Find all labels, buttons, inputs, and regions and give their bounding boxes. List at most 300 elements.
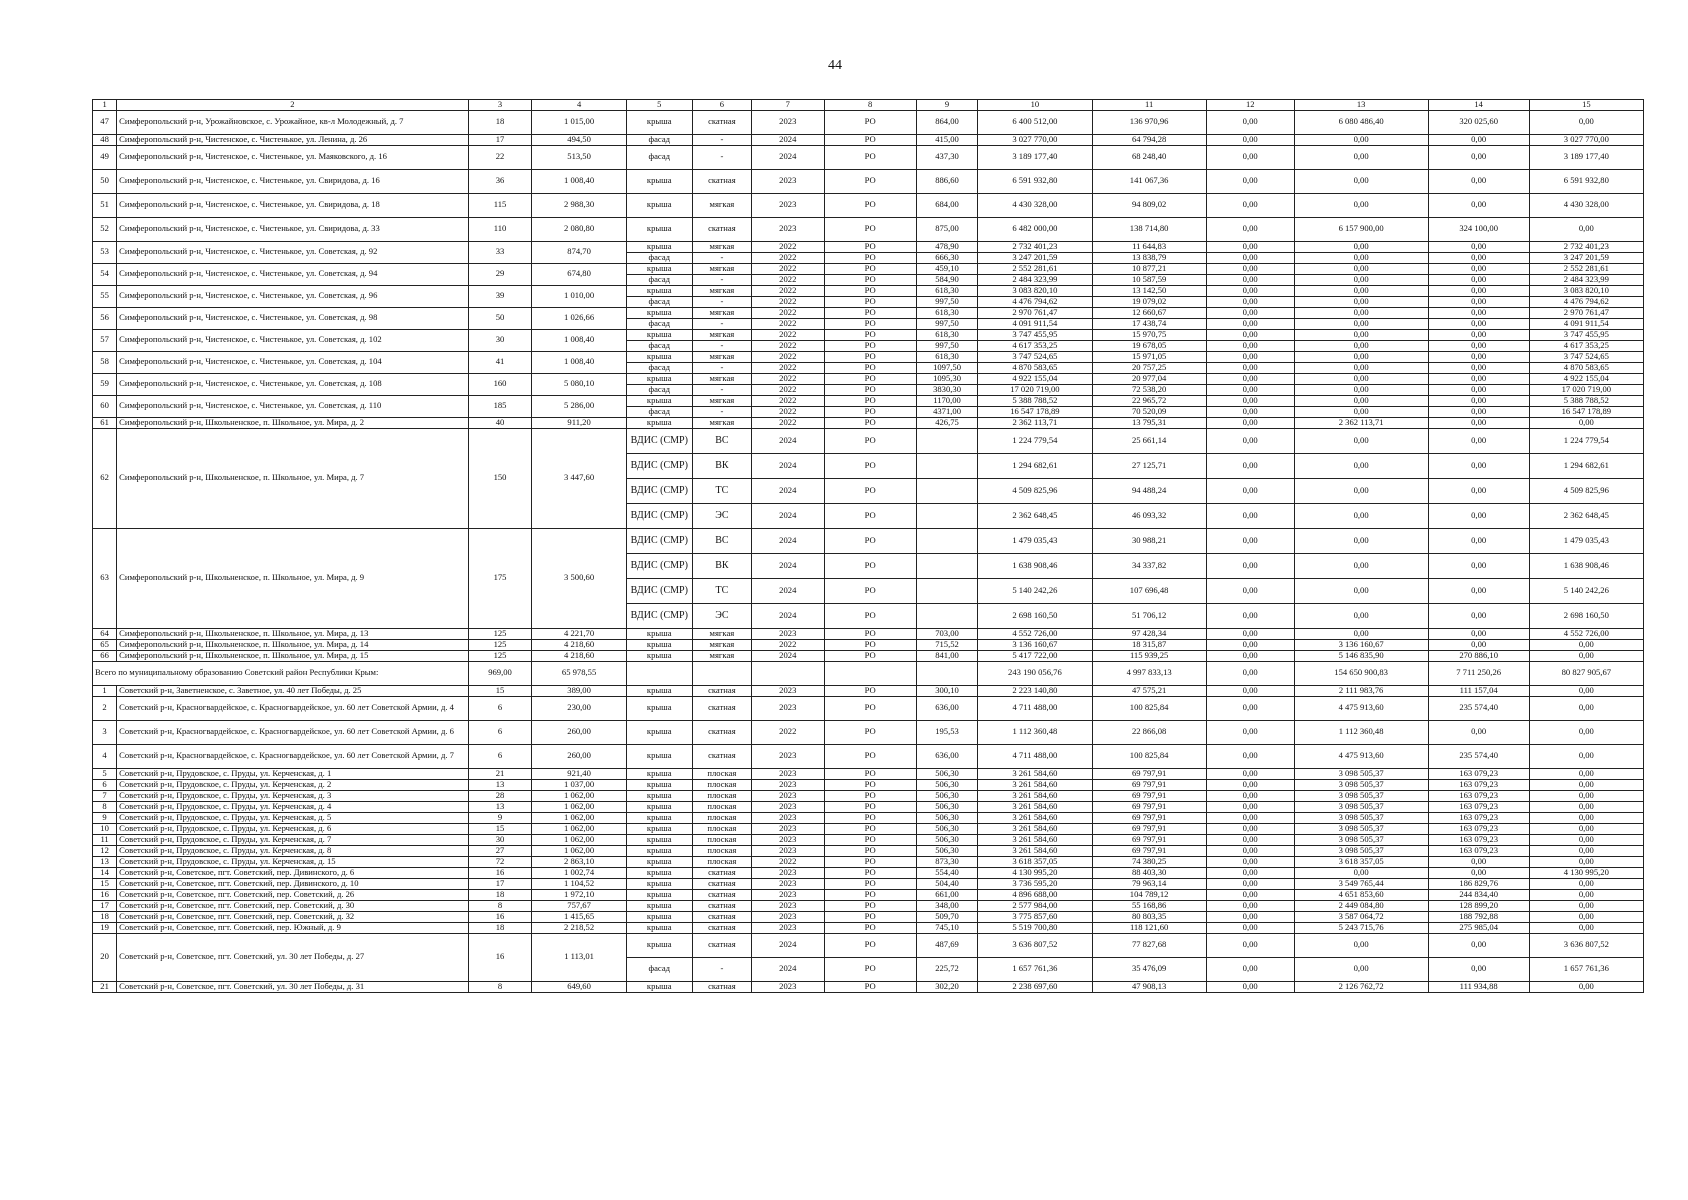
table-cell: Советский р-н, Прудовское, с. Пруды, ул. Керченская, д. 4	[117, 801, 469, 812]
table-cell: 0,00	[1529, 801, 1643, 812]
table-cell: 0,00	[1206, 720, 1294, 744]
table-cell: крыша	[626, 650, 692, 661]
table-cell: 4 476 794,62	[1529, 296, 1643, 307]
table-cell: 0,00	[1428, 145, 1529, 169]
table-cell: РО	[824, 578, 916, 603]
table-cell: 2023	[752, 845, 824, 856]
table-cell: крыша	[626, 900, 692, 911]
table-cell: 6 157 900,00	[1294, 217, 1428, 241]
table-cell: 30	[468, 834, 532, 845]
table-cell: 3 136 160,67	[978, 639, 1092, 650]
table-cell: 30 988,21	[1092, 528, 1206, 553]
table-cell: 2024	[752, 603, 824, 628]
table-cell: 36	[468, 169, 532, 193]
table-cell: 618,30	[916, 351, 978, 362]
table-cell: 1 415,65	[532, 911, 626, 922]
table-cell: РО	[824, 406, 916, 417]
table-cell: 618,30	[916, 307, 978, 318]
table-cell: Симферопольский р-н, Чистенское, с. Чистенькое, ул. Советская, д. 92	[117, 241, 469, 263]
table-cell: 506,30	[916, 779, 978, 790]
table-cell: 0,00	[1206, 790, 1294, 801]
table-cell: 50	[468, 307, 532, 329]
table-cell: 80 803,35	[1092, 911, 1206, 922]
table-cell: 68 248,40	[1092, 145, 1206, 169]
table-cell: 0,00	[1206, 340, 1294, 351]
table-cell: 2 484 323,99	[1529, 274, 1643, 285]
table-cell: 0,00	[1529, 720, 1643, 744]
table-cell: плоская	[692, 790, 751, 801]
table-cell: 1 479 035,43	[1529, 528, 1643, 553]
table-cell: 0,00	[1206, 193, 1294, 217]
table-cell: 0,00	[1206, 845, 1294, 856]
table-cell: РО	[824, 801, 916, 812]
table-cell: мягкая	[692, 193, 751, 217]
table-cell: 504,40	[916, 878, 978, 889]
table-cell: Советский р-н, Прудовское, с. Пруды, ул. Керченская, д. 15	[117, 856, 469, 867]
table-cell	[824, 661, 916, 685]
table-cell: РО	[824, 685, 916, 696]
table-cell: 2022	[752, 856, 824, 867]
table-cell: 3 098 505,37	[1294, 834, 1428, 845]
table-cell: 2023	[752, 110, 824, 134]
table-cell: 4 475 913,60	[1294, 744, 1428, 768]
table-cell: 5	[93, 768, 117, 779]
table-cell: 2022	[752, 274, 824, 285]
table-cell: крыша	[626, 845, 692, 856]
column-number: 5	[626, 100, 692, 111]
table-cell: крыша	[626, 285, 692, 296]
table-cell: крыша	[626, 628, 692, 639]
table-cell: 2 449 084,80	[1294, 900, 1428, 911]
table-cell: 0,00	[1428, 296, 1529, 307]
table-cell	[916, 453, 978, 478]
table-cell: 0,00	[1428, 417, 1529, 428]
table-cell: РО	[824, 834, 916, 845]
table-cell: 1 294 682,61	[1529, 453, 1643, 478]
table-cell: 1 062,00	[532, 823, 626, 834]
table-cell: крыша	[626, 193, 692, 217]
table-cell: 2023	[752, 867, 824, 878]
table-cell: 69 797,91	[1092, 779, 1206, 790]
table-cell: РО	[824, 145, 916, 169]
table-cell: Советский р-н, Заветненское, с. Заветное, ул. 40 лет Победы, д. 25	[117, 685, 469, 696]
table-cell: 0,00	[1206, 217, 1294, 241]
table-cell: ВДИС (СМР)	[626, 453, 692, 478]
table-cell: 3830,30	[916, 384, 978, 395]
table-cell: 65	[93, 639, 117, 650]
table-cell: 186 829,76	[1428, 878, 1529, 889]
table-cell: 1 657 761,36	[1529, 957, 1643, 981]
table-cell: 3 189 177,40	[978, 145, 1092, 169]
table-cell: 554,40	[916, 867, 978, 878]
table-cell: 2022	[752, 285, 824, 296]
table-cell: 4 430 328,00	[978, 193, 1092, 217]
table-cell: 2 362 113,71	[1294, 417, 1428, 428]
table-cell: 618,30	[916, 329, 978, 340]
table-cell: РО	[824, 553, 916, 578]
table-cell: Симферопольский р-н, Школьненское, п. Школьное, ул. Мира, д. 9	[117, 528, 469, 628]
table-cell: 0,00	[1206, 478, 1294, 503]
table-cell: 506,30	[916, 823, 978, 834]
table-cell: ВДИС (СМР)	[626, 478, 692, 503]
table-cell: 125	[468, 628, 532, 639]
table-cell: 4 475 913,60	[1294, 696, 1428, 720]
column-number: 6	[692, 100, 751, 111]
table-cell: РО	[824, 856, 916, 867]
table-cell: скатная	[692, 696, 751, 720]
table-cell: 997,50	[916, 340, 978, 351]
table-cell: 0,00	[1206, 528, 1294, 553]
table-cell: 55 168,86	[1092, 900, 1206, 911]
table-cell: 4 218,60	[532, 639, 626, 650]
table-cell: 2 552 281,61	[1529, 263, 1643, 274]
table-cell: 415,00	[916, 134, 978, 145]
table-cell: 348,00	[916, 900, 978, 911]
table-cell: Советский р-н, Советское, пгт. Советский, ул. 30 лет Победы, д. 31	[117, 981, 469, 992]
table-cell: 17	[468, 878, 532, 889]
table-cell	[916, 503, 978, 528]
table-cell: 17 438,74	[1092, 318, 1206, 329]
table-cell: 0,00	[1428, 867, 1529, 878]
table-cell: 77 827,68	[1092, 933, 1206, 957]
table-cell: 2 552 281,61	[978, 263, 1092, 274]
table-cell: 0,00	[1529, 834, 1643, 845]
table-cell: 2 218,52	[532, 922, 626, 933]
table-cell: 0,00	[1206, 169, 1294, 193]
table-cell: крыша	[626, 922, 692, 933]
table-cell: Советский р-н, Красногвардейское, с. Красногвардейское, ул. 60 лет Советской Армии, д. 4	[117, 696, 469, 720]
table-cell: 3 587 064,72	[1294, 911, 1428, 922]
table-cell: РО	[824, 318, 916, 329]
column-number: 11	[1092, 100, 1206, 111]
repair-program-table	[92, 99, 1644, 993]
table-cell: 0,00	[1428, 263, 1529, 274]
table-cell: 0,00	[1294, 957, 1428, 981]
table-cell: 4 552 726,00	[1529, 628, 1643, 639]
table-cell	[626, 661, 692, 685]
table-row	[93, 193, 1644, 217]
table-cell: 6	[468, 696, 532, 720]
table-cell: 3 189 177,40	[1529, 145, 1643, 169]
table-cell: крыша	[626, 639, 692, 650]
table-cell: скатная	[692, 981, 751, 992]
table-cell: 2 970 761,47	[1529, 307, 1643, 318]
table-cell: мягкая	[692, 628, 751, 639]
table-cell: 4 997 833,13	[1092, 661, 1206, 685]
table-cell: 0,00	[1428, 503, 1529, 528]
table-cell: 0,00	[1529, 856, 1643, 867]
table-cell: 62	[93, 428, 117, 528]
table-cell: 9	[468, 812, 532, 823]
column-number: 13	[1294, 100, 1428, 111]
table-cell: 5 417 722,00	[978, 650, 1092, 661]
table-cell: РО	[824, 650, 916, 661]
table-cell: крыша	[626, 395, 692, 406]
table-cell: 3 261 584,60	[978, 768, 1092, 779]
table-cell: РО	[824, 528, 916, 553]
table-cell: 3 747 455,95	[978, 329, 1092, 340]
table-cell: 0,00	[1206, 329, 1294, 340]
table-cell: РО	[824, 373, 916, 384]
table-cell: крыша	[626, 307, 692, 318]
table-cell: 69 797,91	[1092, 768, 1206, 779]
table-cell: 128 899,20	[1428, 900, 1529, 911]
column-number: 2	[117, 100, 469, 111]
table-cell: 66	[93, 650, 117, 661]
table-cell: 0,00	[1428, 307, 1529, 318]
table-cell: РО	[824, 296, 916, 307]
table-cell: Советский р-н, Прудовское, с. Пруды, ул. Керченская, д. 7	[117, 834, 469, 845]
table-cell: 0,00	[1529, 922, 1643, 933]
table-cell: 2022	[752, 639, 824, 650]
table-cell: РО	[824, 720, 916, 744]
table-cell: 0,00	[1206, 395, 1294, 406]
table-cell: 69 797,91	[1092, 823, 1206, 834]
table-row	[93, 696, 1644, 720]
table-cell: 3 247 201,59	[1529, 252, 1643, 263]
table-cell: крыша	[626, 329, 692, 340]
table-cell: 15 970,75	[1092, 329, 1206, 340]
table-cell: 2022	[752, 417, 824, 428]
table-cell: 6	[468, 720, 532, 744]
table-cell: РО	[824, 790, 916, 801]
table-cell: 163 079,23	[1428, 768, 1529, 779]
table-cell: 0,00	[1428, 628, 1529, 639]
table-cell: РО	[824, 812, 916, 823]
table-cell: фасад	[626, 145, 692, 169]
table-cell: 0,00	[1428, 274, 1529, 285]
table-cell: 35 476,09	[1092, 957, 1206, 981]
table-cell: -	[692, 145, 751, 169]
table-cell: фасад	[626, 296, 692, 307]
table-cell: 0,00	[1529, 110, 1643, 134]
table-cell: 2023	[752, 790, 824, 801]
table-cell: 52	[93, 217, 117, 241]
table-cell: 2023	[752, 878, 824, 889]
table-cell: 997,50	[916, 296, 978, 307]
table-cell: 0,00	[1206, 252, 1294, 263]
table-cell: 2023	[752, 801, 824, 812]
table-cell: -	[692, 318, 751, 329]
table-cell: 0,00	[1529, 878, 1643, 889]
table-cell: 3 098 505,37	[1294, 801, 1428, 812]
table-cell: 506,30	[916, 801, 978, 812]
table-cell: 275 985,04	[1428, 922, 1529, 933]
table-cell: 2022	[752, 373, 824, 384]
table-cell: 703,00	[916, 628, 978, 639]
table-cell: 459,10	[916, 263, 978, 274]
table-cell: плоская	[692, 801, 751, 812]
table-cell: 0,00	[1294, 241, 1428, 252]
table-cell: 4 130 995,20	[978, 867, 1092, 878]
table-cell: крыша	[626, 110, 692, 134]
table-row	[93, 307, 1644, 318]
table-cell: 22 965,72	[1092, 395, 1206, 406]
table-cell: ВДИС (СМР)	[626, 528, 692, 553]
table-row	[93, 812, 1644, 823]
table-row	[93, 834, 1644, 845]
table-cell: 4 617 353,25	[978, 340, 1092, 351]
table-cell: 1170,00	[916, 395, 978, 406]
table-cell: фасад	[626, 134, 692, 145]
table-cell: 426,75	[916, 417, 978, 428]
table-cell: РО	[824, 503, 916, 528]
table-cell: крыша	[626, 981, 692, 992]
table-cell: 874,70	[532, 241, 626, 263]
table-cell: 3 027 770,00	[978, 134, 1092, 145]
table-cell: 230,00	[532, 696, 626, 720]
table-cell: 0,00	[1428, 578, 1529, 603]
table-cell: 0,00	[1428, 134, 1529, 145]
table-cell: 0,00	[1206, 307, 1294, 318]
table-cell: скатная	[692, 878, 751, 889]
table-cell: 61	[93, 417, 117, 428]
page-number: 44	[828, 58, 842, 73]
table-cell: 2023	[752, 834, 824, 845]
table-cell: 3 618 357,05	[978, 856, 1092, 867]
table-cell: 2 484 323,99	[978, 274, 1092, 285]
table-cell: 1 062,00	[532, 812, 626, 823]
table-cell: -	[692, 134, 751, 145]
table-cell: РО	[824, 779, 916, 790]
table-cell: 0,00	[1294, 603, 1428, 628]
table-cell: 2023	[752, 922, 824, 933]
table-cell: 2024	[752, 528, 824, 553]
table-cell: 1	[93, 685, 117, 696]
table-cell: 1 224 779,54	[978, 428, 1092, 453]
table-cell: РО	[824, 867, 916, 878]
table-cell: 0,00	[1206, 696, 1294, 720]
table-row	[93, 285, 1644, 296]
table-cell: 0,00	[1428, 241, 1529, 252]
table-cell: 2 362 648,45	[1529, 503, 1643, 528]
table-cell: 4 218,60	[532, 650, 626, 661]
table-cell: РО	[824, 981, 916, 992]
table-cell: 12 660,67	[1092, 307, 1206, 318]
table-cell: 3 083 820,10	[978, 285, 1092, 296]
table-cell: крыша	[626, 351, 692, 362]
table-cell: РО	[824, 768, 916, 779]
table-cell: 2	[93, 696, 117, 720]
table-cell: 320 025,60	[1428, 110, 1529, 134]
table-cell: 16	[468, 933, 532, 981]
table-cell: ВДИС (СМР)	[626, 603, 692, 628]
table-cell: 1 113,01	[532, 933, 626, 981]
table-cell: 6 591 932,80	[978, 169, 1092, 193]
table-cell: РО	[824, 384, 916, 395]
table-cell: -	[692, 296, 751, 307]
table-cell: 921,40	[532, 768, 626, 779]
table-cell: 188 792,88	[1428, 911, 1529, 922]
table-cell: РО	[824, 274, 916, 285]
table-cell: -	[692, 362, 751, 373]
table-cell: Советский р-н, Советское, пгт. Советский, ул. 30 лет Победы, д. 27	[117, 933, 469, 981]
table-cell: 0,00	[1294, 453, 1428, 478]
table-cell: 0,00	[1206, 351, 1294, 362]
table-cell: 0,00	[1206, 603, 1294, 628]
table-cell: 163 079,23	[1428, 779, 1529, 790]
table-cell: 7 711 250,26	[1428, 661, 1529, 685]
table-cell: 0,00	[1529, 845, 1643, 856]
table-cell: 2023	[752, 685, 824, 696]
table-cell: РО	[824, 110, 916, 134]
table-cell: 6 080 486,40	[1294, 110, 1428, 134]
table-cell	[916, 478, 978, 503]
table-cell: РО	[824, 193, 916, 217]
table-cell: 51	[93, 193, 117, 217]
table-cell: 4 552 726,00	[978, 628, 1092, 639]
table-cell: РО	[824, 900, 916, 911]
table-cell: 7	[93, 790, 117, 801]
table-cell: 160	[468, 373, 532, 395]
table-cell: РО	[824, 911, 916, 922]
table-cell: 2023	[752, 779, 824, 790]
table-cell: Всего по муниципальному образованию Советский район Республики Крым:	[93, 661, 469, 685]
table-cell: Советский р-н, Советское, пгт. Советский, пер. Советский, д. 26	[117, 889, 469, 900]
table-cell: 0,00	[1428, 252, 1529, 263]
table-cell: РО	[824, 169, 916, 193]
table-cell: 0,00	[1206, 453, 1294, 478]
table-cell: 0,00	[1206, 285, 1294, 296]
table-cell: 2 698 160,50	[978, 603, 1092, 628]
table-row	[93, 241, 1644, 252]
table-cell: 0,00	[1206, 296, 1294, 307]
column-number: 9	[916, 100, 978, 111]
table-cell: 28	[468, 790, 532, 801]
table-row	[93, 417, 1644, 428]
table-cell: 13	[93, 856, 117, 867]
table-cell: 674,80	[532, 263, 626, 285]
table-cell: 50	[93, 169, 117, 193]
table-cell: скатная	[692, 744, 751, 768]
table-cell: 34 337,82	[1092, 553, 1206, 578]
table-cell: 4 922 155,04	[978, 373, 1092, 384]
table-row	[93, 110, 1644, 134]
table-cell: мягкая	[692, 263, 751, 274]
table-cell: 0,00	[1206, 933, 1294, 957]
table-cell: скатная	[692, 217, 751, 241]
table-cell: 0,00	[1428, 329, 1529, 340]
table-cell: 0,00	[1428, 318, 1529, 329]
table-cell: 0,00	[1206, 578, 1294, 603]
table-cell: РО	[824, 823, 916, 834]
table-cell: 2022	[752, 296, 824, 307]
table-cell: 4 870 583,65	[978, 362, 1092, 373]
table-cell: 3 098 505,37	[1294, 768, 1428, 779]
table-cell: РО	[824, 395, 916, 406]
table-cell: скатная	[692, 720, 751, 744]
table-cell: 324 100,00	[1428, 217, 1529, 241]
table-cell: 30	[468, 329, 532, 351]
column-number-header	[93, 100, 1644, 111]
table-cell: 4 651 853,60	[1294, 889, 1428, 900]
table-cell: скатная	[692, 900, 751, 911]
table-cell: крыша	[626, 373, 692, 384]
table-cell: 0,00	[1294, 263, 1428, 274]
table-cell: 3 747 455,95	[1529, 329, 1643, 340]
table-cell: крыша	[626, 867, 692, 878]
table-cell: ЭС	[692, 603, 751, 628]
table-cell: 163 079,23	[1428, 834, 1529, 845]
table-cell: 3 261 584,60	[978, 801, 1092, 812]
table-cell: крыша	[626, 241, 692, 252]
table-cell: 80 827 905,67	[1529, 661, 1643, 685]
table-cell: -	[692, 957, 751, 981]
table-cell: 0,00	[1206, 384, 1294, 395]
table-cell: 22	[468, 145, 532, 169]
table-cell: 0,00	[1206, 834, 1294, 845]
table-cell: 2 362 113,71	[978, 417, 1092, 428]
